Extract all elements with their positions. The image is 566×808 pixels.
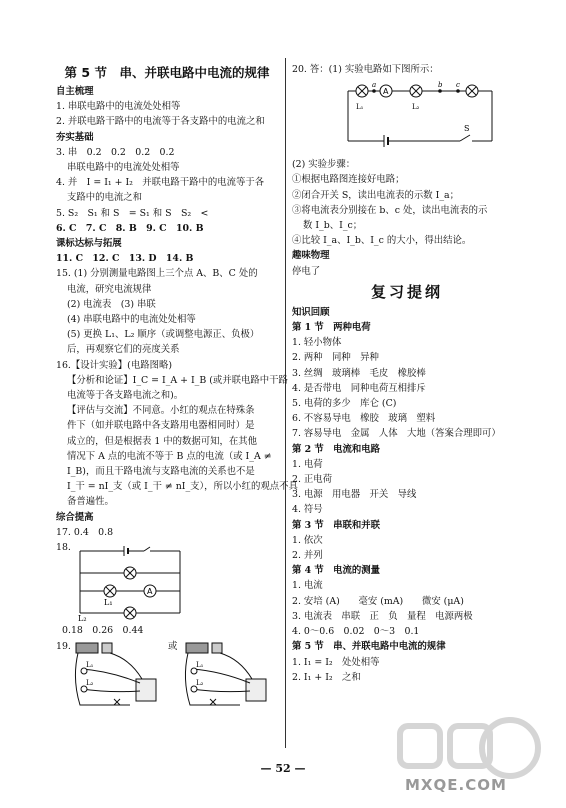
answer-line: 2. 安培 (A) 毫安 (mA) 微安 (μA) [292,595,464,607]
section-title: 第 5 节 串、并联电路中电流的规律 [64,65,270,80]
heading-zizhu: 自主梳理 [56,86,94,97]
answer-line: 7. 容易导电 金属 人体 大地（答案合理即可） [292,428,501,440]
or-label: 或 [168,640,178,652]
answer-line: 3. 丝绸 玻璃棒 毛皮 橡胶棒 [292,367,426,379]
answer-line: 6. C 7. C 8. B 9. C 10. B [56,222,204,234]
answer-line: I_B)，而且干路电流与支路电流的关系也不是 [67,466,255,478]
answer-line: 11. C 12. C 13. D 14. B [56,253,194,265]
answer-line: 1. I₁ = I₂ 处处相等 [292,656,380,668]
answer-line: 3. 串 0.2 0.2 0.2 0.2 [56,146,175,158]
answer-line: 5. 电荷的多少 库仑 (C) [292,398,397,410]
subsection-title: 第 2 节 电流和电路 [292,443,381,455]
answer-line: (2) 实验步骤： [292,159,356,171]
answer-line: 1. 串联电路中的电流处处相等 [56,101,181,113]
lamp-label: L₁ [86,660,94,669]
answer-line: 4. 0～0.6 0.02 0～3 0.1 [292,626,420,638]
answer-line: 1. 电流 [292,580,323,592]
heading-zhishi: 知识回顾 [292,306,330,318]
point-label: c [456,81,460,90]
answer-line: ②闭合开关 S，读出电流表的示数 I_a； [292,189,459,201]
subsection-title: 第 5 节 串、并联电路中电流的规律 [292,641,446,653]
subsection-title: 第 3 节 串联和并联 [292,519,381,531]
answer-line: 2. 并联电路干路中的电流等于各支路中的电流之和 [56,116,265,128]
heading-zonghe: 综合提高 [56,511,94,523]
heading-quwei: 趣味物理 [292,250,330,262]
answer-line: 电流，研究电流规律 [67,283,152,295]
answer-line: 2. 并列 [292,550,323,562]
subsection-title: 第 1 节 两种电荷 [292,322,371,334]
answer-line: ①根据电路图连接好电路； [292,174,405,186]
lamp-label: L₁ [104,598,113,608]
answer-line: 19. [56,640,71,652]
ammeter-label: A [383,87,389,97]
answer-line: 1. 依次 [292,534,323,546]
answer-line: 件下（如并联电路中各支路用电器相同时）是 [67,420,255,432]
answer-line: 串联电路中的电流处处相等 [67,162,180,174]
answer-line: 6. 不容易导电 橡胶 玻璃 塑料 [292,413,436,425]
column-divider [285,58,286,748]
left-column [56,62,298,713]
lamp-label: L₁ [356,103,364,112]
answer-line: 20. 答：(1) 实验电路如下图所示： [292,64,439,75]
review-outline-title: 复习提纲 [370,282,443,301]
point-label: b [438,81,443,90]
right-column [292,62,522,685]
answer-line: 5. S₂ S₁ 和 S = S₁ 和 S S₂ < [56,207,209,219]
answer-line: I_干 = nI_支（或 I_干 ≠ nI_支），所以小红的观点不具 [67,481,298,493]
answer-line: 停电了 [292,265,321,277]
lamp-label: L₁ [196,660,204,669]
answer-line: 17. 0.4 0.8 [56,526,114,538]
wiring-diagram-19a [70,639,166,711]
answer-line: 3. 电流表 串联 正 负 量程 电源两极 [292,610,473,622]
lamp-label: L₂ [412,103,420,112]
lamp-label: L₂ [86,678,94,687]
answer-line: 0.18 0.26 0.44 [62,625,144,637]
heading-kebiao: 课标达标与拓展 [56,238,122,250]
answer-line: 情况下 A 点的电流不等于 B 点的电流（或 I_A ≠ [67,450,272,462]
answer-line: 成立的，但是根据表 1 中的数据可知，在其他 [67,435,258,447]
answer-line: 【分析和论证】I_C = I_A + I_B (或并联电路中干路 [67,374,288,386]
answer-line: (2) 电流表 (3) 串联 [67,298,156,310]
circuit-diagram-18 [70,543,190,621]
answer-line: 15. (1) 分别测量电路图上三个点 A、B、C 处的 [56,268,258,280]
answer-line: 4. 是否带电 同种电荷互相排斥 [292,382,426,394]
answer-line: ③将电流表分别接在 b、c 处，读出电流表的示 [292,204,488,216]
answer-line: 4. 符号 [292,504,323,516]
subsection-title: 第 4 节 电流的测量 [292,565,381,577]
answer-line: 2. 正电荷 [292,474,333,486]
answer-line: (5) 更换 L₁、L₂ 顺序（或调整电源正、负极） [67,329,260,341]
answer-line: 2. 两种 同种 异种 [292,352,379,364]
answer-line: 2. I₁ + I₂ 之和 [292,671,361,683]
heading-hangshi: 夯实基础 [56,131,94,143]
answer-line: ④比较 I_a、I_b、I_c 的大小，得出结论。 [292,235,472,247]
answer-line: 3. 电源 用电器 开关 导线 [292,489,417,501]
answer-line: 18. [56,542,71,554]
wiring-diagram-19b [180,639,276,711]
answer-line: 电流等于各支路电流之和)。 [67,390,184,402]
answer-line: 1. 轻小物体 [292,337,342,349]
switch-label: S [464,124,470,134]
ammeter-label: A [147,587,153,597]
answer-line: 【评估与交流】不同意。小红的观点在特殊条 [67,405,255,417]
answer-line: 数 I_b、I_c； [303,220,363,232]
page-number: — 52 — [260,762,306,775]
answer-line: 1. 电荷 [292,458,323,470]
lamp-label: L₂ [196,678,204,687]
circuit-diagram-20 [340,79,500,155]
answer-line: 后，再观察它们的亮度关系 [67,344,180,356]
figure-19-row [56,639,278,713]
answer-line: 4. 并 I = I₁ + I₂ 并联电路干路中的电流等于各 [56,177,265,189]
answer-line: 备普遍性。 [67,496,114,508]
lamp-label: L₂ [78,614,87,622]
watermark-text: MXQE.COM [405,776,507,794]
answer-line: 支路中的电流之和 [67,192,143,204]
answer-line: 16.【设计实验】(电路图略) [56,359,172,371]
answer-line: (4) 串联电路中的电流处处相等 [67,314,196,326]
point-label: a [372,81,377,90]
